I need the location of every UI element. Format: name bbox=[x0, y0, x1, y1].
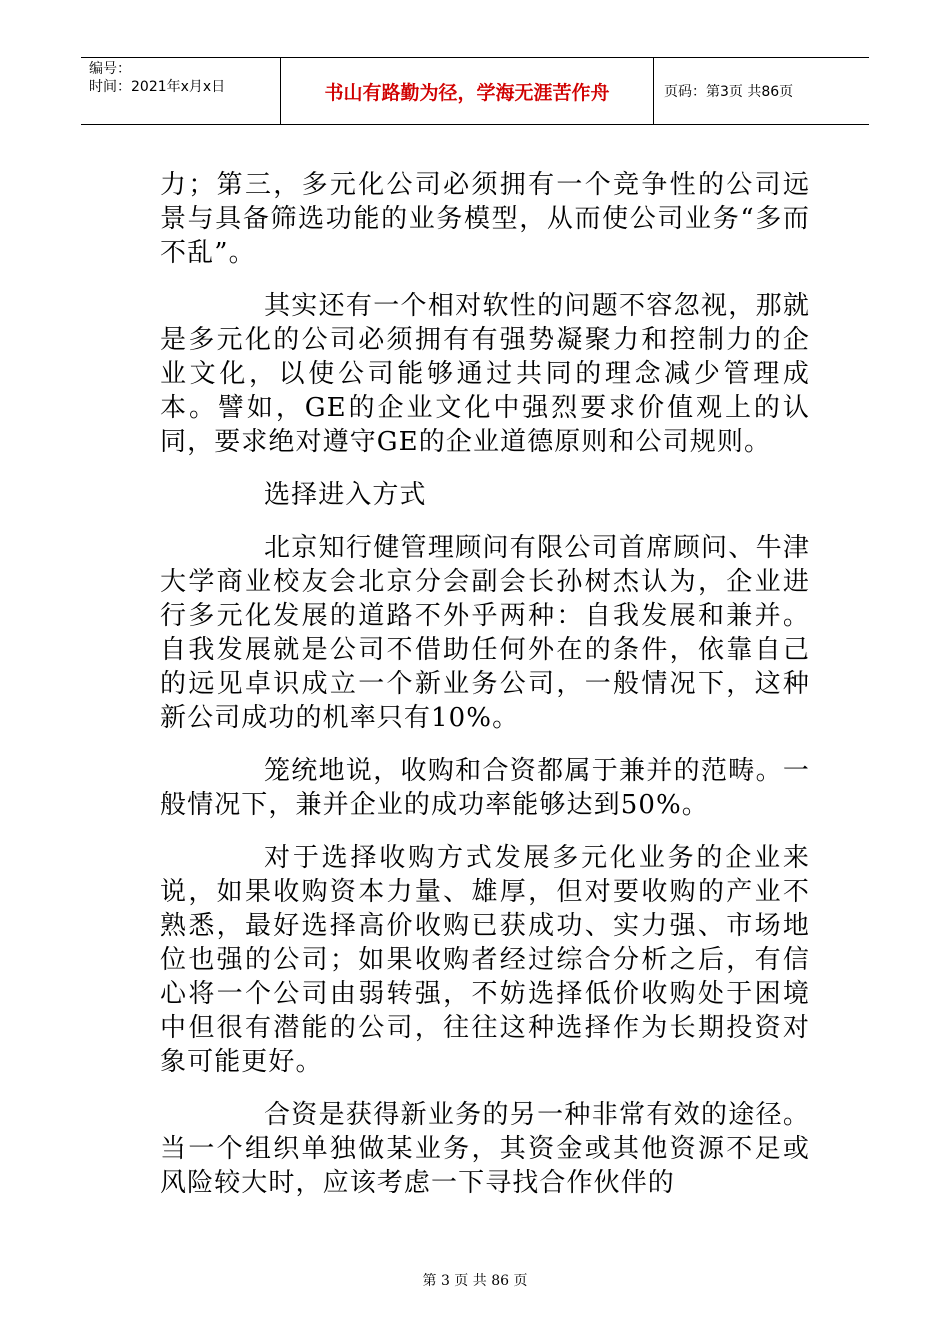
header-meta-cell bbox=[81, 58, 281, 124]
section-heading: 选择进入方式 bbox=[264, 480, 427, 510]
document-time-label: 时间：2021年x月x日 bbox=[89, 79, 226, 95]
header-page-cell bbox=[654, 58, 869, 124]
paragraph: 笼统地说，收购和合资都属于兼并的范畴。一般情况下，兼并企业的成功率能够达到50%。 bbox=[160, 756, 810, 820]
paragraph: 力；第三，多元化公司必须拥有一个竞争性的公司远景与具备筛选功能的业务模型，从而使公司业务“多而不乱”。 bbox=[160, 170, 810, 268]
paragraph: 北京知行健管理顾问有限公司首席顾问、牛津大学商业校友会北京分会副会长孙树杰认为，企业进行多元化发展的道路不外乎两种：自我发展和兼并。自我发展就是公司不借助任何外在的条件，依靠自己的远见卓识成立一个新业务公司，一般情况下，这种新公司成功的机率只有10%。 bbox=[160, 533, 810, 733]
header-page-info: 页码：第3页 共86页 bbox=[664, 84, 794, 100]
paragraph: 合资是获得新业务的另一种非常有效的途径。当一个组织单独做某业务，其资金或其他资源不足或风险较大时，应该考虑一下寻找合作伙伴的 bbox=[160, 1100, 810, 1198]
page-footer: 第 3 页 共 86 页 bbox=[422, 1273, 528, 1289]
page-header bbox=[81, 57, 869, 125]
header-motto-cell bbox=[281, 58, 654, 124]
paragraph: 对于选择收购方式发展多元化业务的企业来说，如果收购资本力量、雄厚，但对要收购的产业不熟悉，最好选择高价收购已获成功、实力强、市场地位也强的公司；如果收购者经过综合分析之后，有信心将一个公司由弱转强，不妨选择低价收购处于困境中但很有潜能的公司，往往这种选择作为长期投资对象可能更好。 bbox=[160, 843, 810, 1077]
document-body bbox=[160, 168, 810, 1219]
header-motto: 书山有路勤为径，学海无涯苦作舟 bbox=[324, 81, 610, 104]
document-number-label: 编号： bbox=[89, 61, 131, 77]
paragraph: 其实还有一个相对软性的问题不容忽视，那就是多元化的公司必须拥有有强势凝聚力和控制力的企业文化，以使公司能够通过共同的理念减少管理成本。譬如，GE的企业文化中强烈要求价值观上的认同，要求绝对遵守GE的企业道德原则和公司规则。 bbox=[160, 291, 810, 457]
